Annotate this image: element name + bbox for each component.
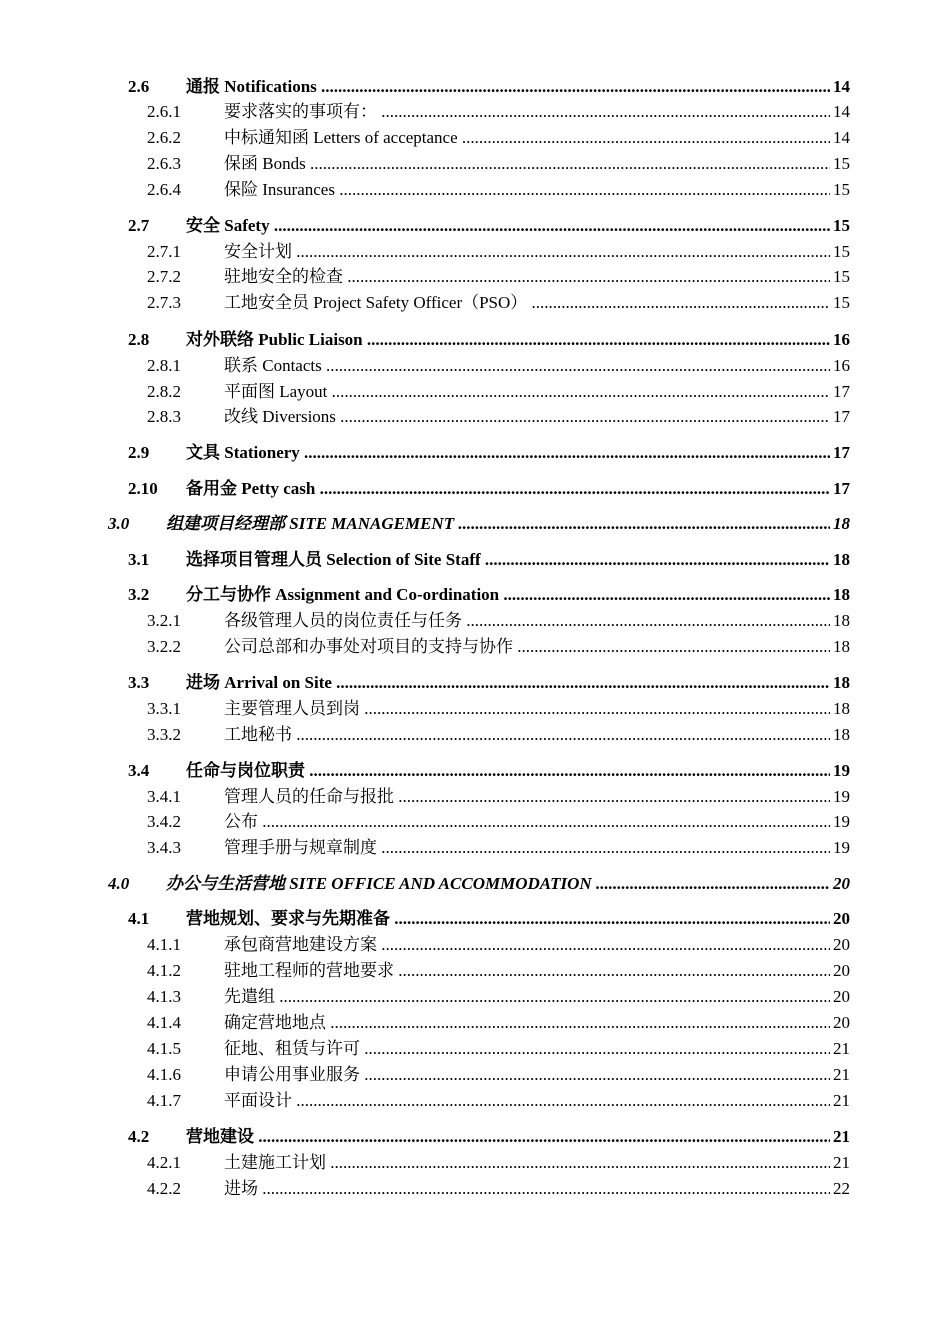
toc-entry[interactable] bbox=[128, 478, 850, 500]
toc-entry-title: 组建项目经理部 SITE MANAGEMENT ..... bbox=[166, 513, 830, 535]
toc-entry[interactable] bbox=[128, 329, 850, 351]
toc-entry-page: 17 bbox=[833, 479, 850, 498]
toc-entry-page: 18 bbox=[833, 585, 850, 604]
toc-entry-page: 21 bbox=[833, 1065, 850, 1084]
toc-entry-title: 平面图 Layout ..... bbox=[224, 381, 830, 403]
toc-entry-page: 15 bbox=[833, 242, 850, 261]
toc-entry-title: 公司总部和办事处对项目的支持与协作 ..... bbox=[224, 636, 830, 658]
toc-entry-number: 4.0 bbox=[108, 874, 130, 893]
toc-entry-page: 21 bbox=[833, 1091, 850, 1110]
toc-entry-page: 18 bbox=[833, 699, 850, 718]
toc-entry-page: 15 bbox=[833, 154, 850, 173]
toc-entry-title: 联系 Contacts ..... bbox=[224, 355, 830, 377]
toc-entry-title: 先遣组 ..... bbox=[224, 986, 830, 1008]
toc-entry-title: 要求落实的事项有： ..... bbox=[224, 101, 830, 123]
toc-entry-title: 对外联络 Public Liaison ..... bbox=[186, 329, 830, 351]
toc-entry[interactable] bbox=[147, 1012, 850, 1034]
toc-entry[interactable] bbox=[128, 1126, 850, 1148]
toc-entry-title: 公布 ..... bbox=[224, 811, 830, 833]
toc-entry-page: 19 bbox=[833, 787, 850, 806]
toc-entry[interactable] bbox=[147, 724, 850, 746]
toc-entry-number: 4.1.2 bbox=[147, 961, 181, 980]
toc-entry[interactable] bbox=[147, 698, 850, 720]
toc-entry[interactable] bbox=[147, 837, 850, 859]
toc-entry-number: 2.8.2 bbox=[147, 382, 181, 401]
toc-entry-number: 4.1.7 bbox=[147, 1091, 181, 1110]
toc-entry-title: 保函 Bonds ..... bbox=[224, 153, 830, 175]
toc-entry-page: 20 bbox=[833, 961, 850, 980]
toc-entry[interactable] bbox=[147, 811, 850, 833]
toc-entry-title: 进场 ..... bbox=[224, 1178, 830, 1200]
toc-entry[interactable] bbox=[147, 241, 850, 263]
toc-entry-title: 安全计划 ..... bbox=[224, 241, 830, 263]
toc-entry[interactable] bbox=[128, 760, 850, 782]
toc-entry[interactable] bbox=[147, 1178, 850, 1200]
toc-entry-page: 15 bbox=[833, 267, 850, 286]
toc-entry-number: 4.2.2 bbox=[147, 1179, 181, 1198]
toc-entry[interactable] bbox=[147, 986, 850, 1008]
toc-entry-title: 安全 Safety ..... bbox=[186, 215, 830, 237]
toc-entry-number: 4.1 bbox=[128, 909, 150, 928]
toc-entry-number: 4.1.5 bbox=[147, 1039, 181, 1058]
toc-entry-page: 20 bbox=[833, 1013, 850, 1032]
toc-entry-page: 20 bbox=[833, 987, 850, 1006]
toc-entry-page: 18 bbox=[833, 637, 850, 656]
toc-entry-number: 3.2.1 bbox=[147, 611, 181, 630]
toc-entry[interactable] bbox=[147, 381, 850, 403]
toc-entry-page: 16 bbox=[833, 356, 850, 375]
toc-entry-page: 19 bbox=[833, 812, 850, 831]
toc-entry[interactable] bbox=[147, 266, 850, 288]
toc-entry[interactable] bbox=[128, 672, 850, 694]
toc-entry-number: 2.6.4 bbox=[147, 180, 181, 199]
toc-entry-number: 2.9 bbox=[128, 443, 150, 462]
toc-entry-title: 申请公用事业服务 ..... bbox=[224, 1064, 830, 1086]
toc-entry-number: 4.1.3 bbox=[147, 987, 181, 1006]
toc-entry-number: 3.1 bbox=[128, 550, 150, 569]
toc-entry-title: 主要管理人员到岗 ..... bbox=[224, 698, 830, 720]
toc-entry-page: 17 bbox=[833, 382, 850, 401]
toc-entry[interactable] bbox=[147, 1090, 850, 1112]
toc-entry-title: 进场 Arrival on Site ..... bbox=[186, 672, 830, 694]
toc-entry[interactable] bbox=[147, 406, 850, 428]
toc-entry[interactable] bbox=[128, 584, 850, 606]
toc-entry-number: 2.7.1 bbox=[147, 242, 181, 261]
toc-entry-title: 承包商营地建设方案 ..... bbox=[224, 934, 830, 956]
toc-entry-number: 3.2 bbox=[128, 585, 150, 604]
toc-entry-title: 土建施工计划 ..... bbox=[224, 1152, 830, 1174]
toc-entry-number: 3.3.1 bbox=[147, 699, 181, 718]
toc-entry-page: 20 bbox=[833, 935, 850, 954]
toc-entry-page: 14 bbox=[833, 102, 850, 121]
toc-entry-number: 2.7.3 bbox=[147, 293, 181, 312]
toc-entry-number: 4.2 bbox=[128, 1127, 150, 1146]
toc-entry-title: 驻地安全的检查 ..... bbox=[224, 266, 830, 288]
toc-entry-number: 2.10 bbox=[128, 479, 158, 498]
toc-entry-title: 文具 Stationery ..... bbox=[186, 442, 830, 464]
toc-entry-number: 3.4.2 bbox=[147, 812, 181, 831]
toc-entry-number: 3.3.2 bbox=[147, 725, 181, 744]
toc-entry-page: 18 bbox=[833, 514, 850, 533]
toc-entry-title: 任命与岗位职责 ..... bbox=[186, 760, 830, 782]
toc-entry[interactable] bbox=[108, 873, 850, 895]
toc-entry-title: 驻地工程师的营地要求 ..... bbox=[224, 960, 830, 982]
toc-entry-page: 16 bbox=[833, 330, 850, 349]
toc-entry-title: 营地规划、要求与先期准备 ..... bbox=[186, 908, 830, 930]
toc-entry-page: 17 bbox=[833, 407, 850, 426]
toc-entry-number: 3.0 bbox=[108, 514, 130, 533]
toc-entry-page: 18 bbox=[833, 550, 850, 569]
toc-entry-page: 17 bbox=[833, 443, 850, 462]
toc-entry-title: 各级管理人员的岗位责任与任务 ..... bbox=[224, 610, 830, 632]
toc-entry-title: 管理手册与规章制度 ..... bbox=[224, 837, 830, 859]
toc-entry[interactable] bbox=[147, 292, 850, 314]
toc-entry[interactable] bbox=[147, 934, 850, 956]
toc-entry-title: 工地秘书 ..... bbox=[224, 724, 830, 746]
toc-entry-number: 3.4.1 bbox=[147, 787, 181, 806]
toc-entry-page: 19 bbox=[833, 838, 850, 857]
toc-entry[interactable] bbox=[147, 355, 850, 377]
toc-entry-number: 2.8.3 bbox=[147, 407, 181, 426]
toc-entry-page: 22 bbox=[833, 1179, 850, 1198]
toc-entry-page: 18 bbox=[833, 725, 850, 744]
toc-entry[interactable] bbox=[147, 1064, 850, 1086]
toc-entry[interactable] bbox=[147, 610, 850, 632]
toc-entry-number: 3.4 bbox=[128, 761, 150, 780]
toc-entry-page: 15 bbox=[833, 293, 850, 312]
toc-entry-page: 15 bbox=[833, 216, 850, 235]
toc-entry-page: 18 bbox=[833, 673, 850, 692]
toc-entry-number: 3.4.3 bbox=[147, 838, 181, 857]
toc-entry[interactable] bbox=[147, 960, 850, 982]
toc-entry-number: 2.8 bbox=[128, 330, 150, 349]
toc-entry[interactable] bbox=[147, 101, 850, 123]
toc-entry[interactable] bbox=[147, 179, 850, 201]
toc-entry-number: 2.6.3 bbox=[147, 154, 181, 173]
toc-entry-number: 4.1.1 bbox=[147, 935, 181, 954]
toc-entry-page: 20 bbox=[833, 909, 850, 928]
toc-entry[interactable] bbox=[108, 513, 850, 535]
toc-entry-number: 4.2.1 bbox=[147, 1153, 181, 1172]
toc-entry-title: 中标通知函 Letters of acceptance ..... bbox=[224, 127, 830, 149]
toc-entry-page: 14 bbox=[833, 128, 850, 147]
toc-entry-title: 工地安全员 Project Safety Officer（PSO） ..... bbox=[224, 292, 830, 314]
toc-entry-page: 15 bbox=[833, 180, 850, 199]
toc-entry-title: 改线 Diversions ..... bbox=[224, 406, 830, 428]
toc-entry[interactable] bbox=[147, 636, 850, 658]
toc-entry-title: 征地、租赁与许可 ..... bbox=[224, 1038, 830, 1060]
toc-entry-page: 19 bbox=[833, 761, 850, 780]
toc-entry[interactable] bbox=[128, 76, 850, 98]
toc-entry[interactable] bbox=[147, 786, 850, 808]
toc-entry-title: 保险 Insurances ..... bbox=[224, 179, 830, 201]
toc-entry-title: 分工与协作 Assignment and Co-ordination ..... bbox=[186, 584, 830, 606]
toc-entry-page: 20 bbox=[833, 874, 850, 893]
toc-entry-number: 2.7 bbox=[128, 216, 150, 235]
toc-entry-number: 2.8.1 bbox=[147, 356, 181, 375]
toc-entry[interactable] bbox=[147, 1038, 850, 1060]
toc-entry[interactable] bbox=[147, 1152, 850, 1174]
toc-entry-number: 3.2.2 bbox=[147, 637, 181, 656]
toc-entry-number: 4.1.6 bbox=[147, 1065, 181, 1084]
toc-entry[interactable] bbox=[128, 215, 850, 237]
toc-entry-number: 2.6.2 bbox=[147, 128, 181, 147]
toc-entry-title: 通报 Notifications ..... bbox=[186, 76, 830, 98]
toc-entry[interactable] bbox=[147, 127, 850, 149]
toc-entry-page: 21 bbox=[833, 1153, 850, 1172]
toc-entry-page: 21 bbox=[833, 1039, 850, 1058]
toc-entry-title: 选择项目管理人员 Selection of Site Staff ..... bbox=[186, 549, 830, 571]
toc-entry-page: 21 bbox=[833, 1127, 850, 1146]
toc-entry-number: 2.6.1 bbox=[147, 102, 181, 121]
toc-entry-title: 办公与生活营地 SITE OFFICE AND ACCOMMODATION ..... bbox=[166, 873, 830, 895]
toc-entry-title: 平面设计 ..... bbox=[224, 1090, 830, 1112]
toc-entry[interactable] bbox=[128, 549, 850, 571]
toc-entry-title: 确定营地地点 ..... bbox=[224, 1012, 830, 1034]
toc-entry[interactable] bbox=[128, 908, 850, 930]
toc-entry[interactable] bbox=[128, 442, 850, 464]
toc-entry-page: 14 bbox=[833, 77, 850, 96]
toc-entry-number: 2.6 bbox=[128, 77, 150, 96]
toc-entry-title: 备用金 Petty cash ..... bbox=[186, 478, 830, 500]
toc-entry-title: 营地建设 ..... bbox=[186, 1126, 830, 1148]
toc-entry-page: 18 bbox=[833, 611, 850, 630]
toc-entry[interactable] bbox=[147, 153, 850, 175]
toc-entry-number: 2.7.2 bbox=[147, 267, 181, 286]
toc-entry-number: 3.3 bbox=[128, 673, 150, 692]
toc-entry-title: 管理人员的任命与报批 ..... bbox=[224, 786, 830, 808]
toc-entry-number: 4.1.4 bbox=[147, 1013, 181, 1032]
